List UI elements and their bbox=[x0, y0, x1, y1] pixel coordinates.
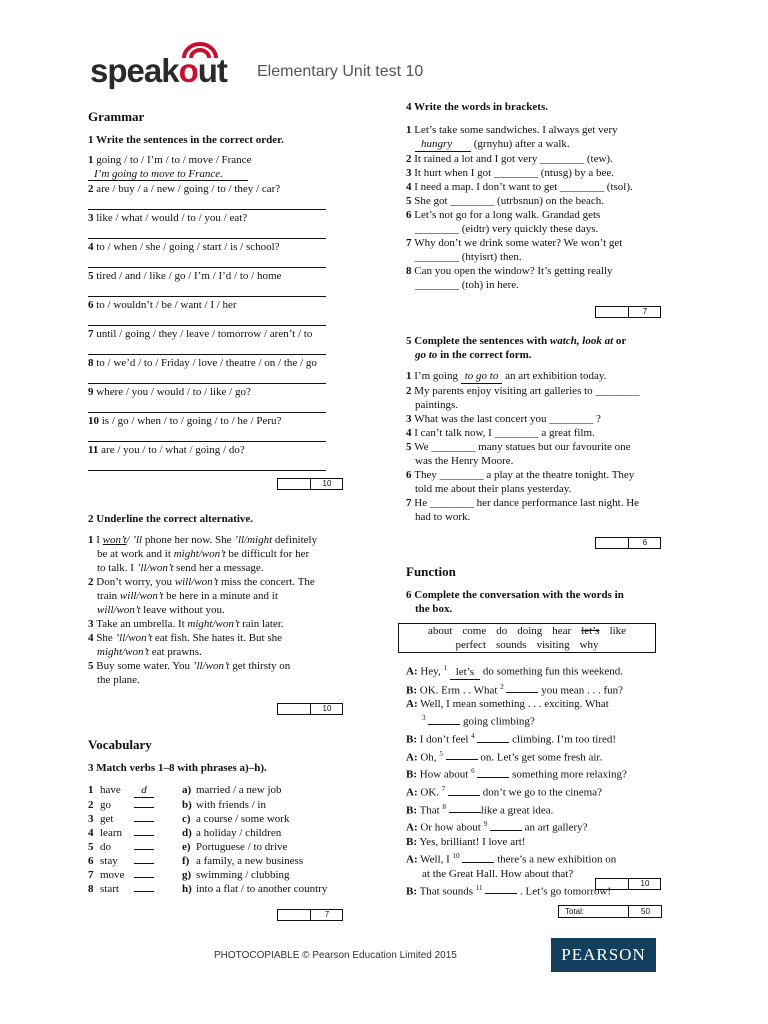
ex5-example-answer: to go to bbox=[461, 369, 503, 384]
conversation-line: B: That $^8$ like a great idea. bbox=[406, 802, 554, 817]
match-answer-blank[interactable] bbox=[134, 863, 154, 864]
function-section bbox=[406, 565, 682, 898]
ex1-answer-line[interactable] bbox=[88, 283, 326, 297]
ex1-answer-line[interactable] bbox=[88, 341, 326, 355]
ex2-item-3: 3 Take an umbrella. It might/won’t rain later. bbox=[88, 618, 284, 630]
ex1-item: 7 until / going / they / leave / tomorrow / aren’t / to bbox=[88, 328, 313, 340]
ex1-answer-line[interactable] bbox=[88, 196, 326, 210]
conversation-line: B: That sounds $^{11}$ . Let’s go tomorrow! bbox=[406, 883, 612, 898]
conversation bbox=[406, 661, 682, 898]
ex1-item: 6 to / wouldn’t / be / want / I / her bbox=[88, 299, 237, 311]
ex1-answer-line[interactable] bbox=[88, 254, 326, 268]
ex1-score-box bbox=[277, 478, 343, 490]
match-row: 1 have d a) married / a new job bbox=[88, 784, 282, 796]
conversation-blank[interactable] bbox=[506, 684, 538, 693]
match-answer-blank[interactable] bbox=[134, 835, 154, 836]
ex1-answer-line[interactable] bbox=[88, 428, 326, 442]
ex1-item: 8 to / we’d / to / Friday / love / theatre / on / the / go bbox=[88, 357, 317, 369]
ex3-score-box bbox=[277, 909, 343, 921]
box-word: do bbox=[496, 625, 508, 637]
ex1-answer-line[interactable] bbox=[88, 225, 326, 239]
ex5-score: 6 bbox=[628, 538, 661, 548]
conversation-blank[interactable] bbox=[477, 734, 509, 743]
ex1-example-answer-line[interactable] bbox=[88, 167, 248, 181]
conversation-line: A: Well, I mean something . . . exciting. What bbox=[406, 698, 609, 711]
match-answer-blank[interactable] bbox=[134, 821, 154, 822]
ex5-items: 1 I’m going to go to an art exhibition today. 2 My parents enjoy visiting art galleries to ________ paintings. 3 What was the last concert you ________ ? 4 I can’t talk now, I ________ a great film. 5 We ________ many statues but our favourite one was the Henry Moore. 6 They ________ a play at the theatre tonight. They told me about their plans yesterday. 7 He ________ her dance performance last night. He had to work. bbox=[406, 370, 640, 523]
ex1-answer-line[interactable] bbox=[88, 457, 326, 471]
ex1-item: 2 are / buy / a / new / going / to / they / car? bbox=[88, 183, 281, 195]
ex4-example-answer: hungry bbox=[415, 137, 471, 152]
conversation-blank[interactable] bbox=[428, 716, 460, 725]
ex3-score: 7 bbox=[310, 910, 343, 920]
grammar-heading: Grammar bbox=[88, 109, 145, 124]
ex2-items: 1 I won’t/ ’ll phone her now. She ’ll/might definitely be at work and it might/won’t be difficult for her to talk. I ’ll/won’t send her a message. 2 Don’t worry, you will/won’t miss the concert. The train will/won’t be here in a minute and it will/won’t leave without you. 3 Take an umbrella. It might/won’t rain later. 4 She ’ll/won’t eat fish. She hates it. But she might/won’t eat prawns. 5 Buy some water. You ’ll/won’t get thirsty on the plane. bbox=[88, 533, 358, 687]
total-label: Total: bbox=[565, 907, 585, 916]
test-title: Elementary Unit test 10 bbox=[257, 63, 424, 80]
ex5 bbox=[406, 334, 682, 524]
match-row: 5 do e) Portuguese / to drive bbox=[88, 841, 288, 853]
ex1-item: 9 where / you / would / to / like / go? bbox=[88, 386, 251, 398]
match-answer-blank[interactable] bbox=[134, 877, 154, 878]
conversation-line: A: Or how about $^9$ an art gallery? bbox=[406, 820, 588, 834]
match-row: 7 move g) swimming / clubbing bbox=[88, 869, 290, 881]
ex6-score-box bbox=[595, 878, 661, 890]
match-answer-blank[interactable] bbox=[134, 891, 154, 892]
conversation-blank[interactable] bbox=[462, 854, 494, 863]
box-word: perfect bbox=[455, 639, 486, 651]
ex2-item-1: 1 I won’t/ ’ll phone her now. She ’ll/might definitely bbox=[88, 534, 318, 546]
ex3-instruction: 3 Match verbs 1–8 with phrases a)–h). bbox=[88, 762, 267, 774]
conversation-line: A: Hey, $^1$ let’s do something fun this weekend. bbox=[406, 664, 624, 678]
match-table bbox=[88, 783, 327, 896]
conversation-blank[interactable] bbox=[446, 751, 478, 760]
ex6-score: 10 bbox=[628, 879, 661, 889]
conversation-blank[interactable] bbox=[449, 804, 481, 813]
conversation-blank[interactable] bbox=[448, 787, 480, 796]
ex2-item-2: 2 Don’t worry, you will/won’t miss the concert. The bbox=[88, 576, 315, 588]
box-word: sounds bbox=[496, 639, 527, 651]
copyright-footer: PHOTOCOPIABLE © Pearson Education Limited 2015 bbox=[214, 950, 457, 961]
ex6-instruction: 6 Complete the conversation with the words in the box. bbox=[406, 589, 624, 615]
vocabulary-section bbox=[88, 738, 358, 896]
conversation-line: A: OK. $^7$ don’t we go to the cinema? bbox=[406, 784, 602, 799]
ex1-item: 3 like / what / would / to / you / eat? bbox=[88, 212, 248, 224]
box-word: like bbox=[609, 625, 627, 637]
box-word: doing bbox=[517, 625, 543, 637]
ex2-instruction: 2 Underline the correct alternative. bbox=[88, 513, 254, 525]
match-row: 3 get c) a course / some work bbox=[88, 813, 290, 825]
ex1-items bbox=[88, 153, 358, 471]
ex4-score: 7 bbox=[628, 307, 661, 317]
ex1-example-answer: I’m going to move to France. bbox=[94, 168, 223, 180]
ex1-answer-line[interactable] bbox=[88, 312, 326, 326]
box-word: about bbox=[427, 625, 453, 637]
match-answer-blank[interactable] bbox=[134, 849, 154, 850]
conversation-line: B: How about $^6$ something more relaxing? bbox=[406, 767, 627, 781]
conversation-example-answer: let’s bbox=[450, 665, 480, 680]
ex1-score: 10 bbox=[310, 479, 343, 489]
box-word: come bbox=[462, 625, 487, 637]
pearson-logo: PEARSON bbox=[551, 938, 656, 972]
conversation-blank[interactable] bbox=[477, 769, 509, 778]
conversation-blank[interactable] bbox=[485, 885, 517, 894]
ex1-item: 5 tired / and / like / go / I’m / I’d / to / home bbox=[88, 270, 282, 282]
conversation-line: B: Yes, brilliant! I love art! bbox=[406, 835, 526, 848]
ex4-items: 1 Let’s take some sandwiches. I always get very hungry (grnyhu) after a walk. 2 It rained a lot and I got very ________ (tew). 3 It hurt when I got ________ (ntusg) by a bee. 4 I need a map. I don’t want to get ________ (tsol). 5 She got ________ (utrbsnun) on the beach. 6 Let’s not go for a long walk. Grandad gets ________ (eidtr) very quickly these days. 7 Why don’t we drink some water? We won’t get ________ (htyisrt) then. 8 Can you open the window? It’s getting really ________ (toh) in here. bbox=[406, 124, 633, 291]
match-row: 6 stay f) a family, a new business bbox=[88, 855, 304, 867]
match-row: 4 learn d) a holiday / children bbox=[88, 827, 282, 839]
ex5-instruction: 5 Complete the sentences with watch, look at or go to in the correct form. bbox=[406, 335, 627, 361]
match-answer-blank[interactable] bbox=[134, 807, 154, 808]
ex4-score-box bbox=[595, 306, 661, 318]
conversation-line: $^3$ going climbing? bbox=[422, 714, 535, 728]
box-word: hear bbox=[552, 625, 572, 637]
total-value: 50 bbox=[628, 906, 662, 917]
ex1-item: 10 is / go / when / to / going / to / he / Peru? bbox=[88, 415, 282, 427]
conversation-line: at the Great Hall. How about that? bbox=[422, 867, 574, 880]
ex2-score: 10 bbox=[310, 704, 343, 714]
conversation-line: B: OK. Erm . . What $^2$ you mean . . . fun? bbox=[406, 682, 624, 697]
box-word: let’s bbox=[581, 625, 600, 637]
ex1-answer-line[interactable] bbox=[88, 399, 326, 413]
ex4-instruction: 4 Write the words in brackets. bbox=[406, 101, 548, 113]
vocabulary-heading: Vocabulary bbox=[88, 737, 152, 752]
left-column bbox=[88, 110, 358, 472]
ex2-score-box bbox=[277, 703, 343, 715]
ex1-item: 11 are / you / to / what / going / do? bbox=[88, 444, 245, 456]
word-box bbox=[398, 623, 656, 653]
ex5-score-box bbox=[595, 537, 661, 549]
match-row: 8 start h) into a flat / to another country bbox=[88, 883, 328, 895]
conversation-blank[interactable] bbox=[490, 822, 522, 831]
conversation-line: B: I don’t feel $^4$ climbing. I’m too tired! bbox=[406, 731, 617, 746]
ex1-answer-line[interactable] bbox=[88, 370, 326, 384]
function-heading: Function bbox=[406, 564, 456, 579]
ex2-item-4: 4 She ’ll/won’t eat fish. She hates it. But she bbox=[88, 632, 283, 644]
total-score-box bbox=[558, 905, 662, 918]
match-row: 2 go b) with friends / in bbox=[88, 799, 266, 811]
match-answer-blank[interactable]: d bbox=[134, 783, 154, 798]
ex2-item-5: 5 Buy some water. You ’ll/won’t get thirsty on bbox=[88, 660, 291, 672]
ex1-instruction: 1 Write the sentences in the correct order. bbox=[88, 134, 284, 146]
logo-wordmark: speakout bbox=[90, 52, 227, 89]
ex2 bbox=[88, 512, 358, 687]
conversation-line: A: Oh, $^5$ on. Let’s get some fresh air. bbox=[406, 749, 603, 764]
ex1-item: 4 to / when / she / going / start / is / school? bbox=[88, 241, 280, 253]
conversation-line: A: Well, I $^{10}$ there’s a new exhibition on bbox=[406, 851, 617, 866]
box-word: visiting bbox=[536, 639, 570, 651]
ex4 bbox=[406, 100, 682, 292]
ex1-item: 1 going / to / I’m / to / move / France bbox=[88, 154, 252, 166]
box-word: why bbox=[579, 639, 599, 651]
